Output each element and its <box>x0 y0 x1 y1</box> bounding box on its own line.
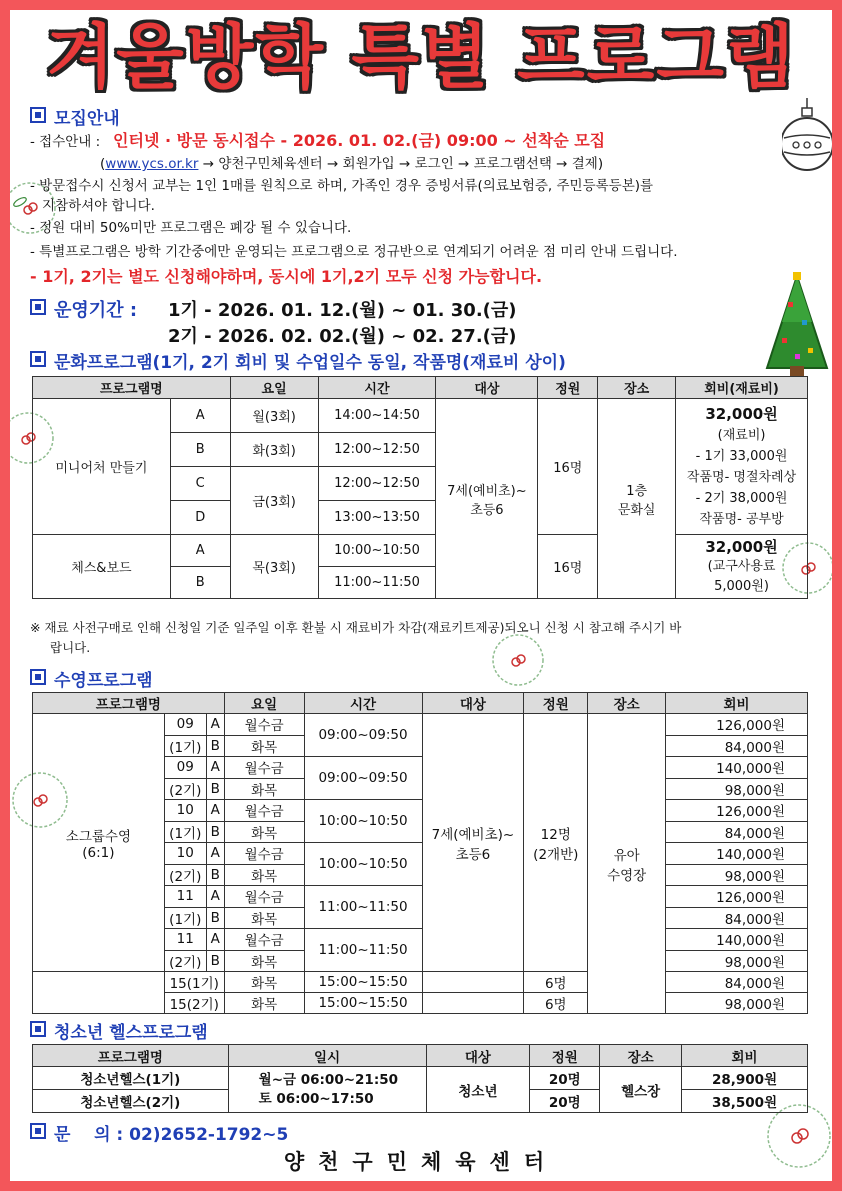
culture-heading <box>30 348 566 373</box>
christmas-tree-icon <box>762 272 832 382</box>
refund-note-line-1: ※ 재료 사전구매로 인해 신청일 기준 일주일 이후 환불 시 재료비가 차감(재료키트제공)되오니 신청 시 참고해 주시기 바 <box>30 620 682 635</box>
health-capacity-1: 20명 <box>530 1067 600 1090</box>
recruit-paren: ( <box>100 156 106 172</box>
class-day: 금(3회) <box>230 467 318 535</box>
fee-line: (재료비) <box>717 427 766 443</box>
culture-header-day: 요일 <box>230 377 318 399</box>
fee-main: 32,000원 <box>705 537 778 556</box>
swim-class-day: 화목 <box>224 907 304 929</box>
swim-class-code: B <box>206 907 224 929</box>
culture-capacity: 16명 <box>538 399 598 535</box>
period-term-2: 2기 - 2026. 02. 02.(월) ~ 02. 27.(금) <box>168 326 517 347</box>
swim-group-number: 10 <box>164 800 206 822</box>
health-program-2: 청소년헬스(2기) <box>33 1090 229 1113</box>
swim-group-term: (2기) <box>164 778 206 800</box>
fee-line: - 1기 33,000원 <box>695 448 788 464</box>
swim-fee: 140,000원 <box>666 843 808 865</box>
swim-program-15: 15(2기) <box>164 993 224 1014</box>
health-capacity-2: 20명 <box>530 1090 600 1113</box>
culture-program-chess: 체스&보드 <box>33 535 171 599</box>
swim-class-code: A <box>206 800 224 822</box>
square-bullet-icon <box>30 1021 46 1037</box>
swim-class-code: A <box>206 714 224 736</box>
swim-fee: 126,000원 <box>666 886 808 908</box>
health-header-time: 일시 <box>228 1045 426 1067</box>
place-line-1: 1층 <box>626 483 648 499</box>
swim-capacity-15: 6명 <box>524 993 588 1014</box>
swim-class-day: 화목 <box>224 821 304 843</box>
swim-target-line-2: 초등6 <box>455 846 491 863</box>
swim-header-day: 요일 <box>224 693 304 714</box>
recruit-line-3: - 방문접수시 신청서 교부는 1인 1매를 원칙으로 하며, 가족인 경우 증빙서류(의료보험증, 주민등록등본)를 <box>30 178 654 194</box>
swim-program-15: 15(1기) <box>164 972 224 993</box>
swim-class-code: B <box>206 821 224 843</box>
swim-class-day: 화목 <box>224 972 304 993</box>
culture-target <box>436 399 538 599</box>
fee-line: 작품명- 명절차례상 <box>686 469 797 485</box>
recruit-heading-text: 모집안내 <box>54 109 120 129</box>
fee-main: 32,000원 <box>705 404 778 423</box>
culture-heading-text: 문화프로그램(1기, 2기 회비 및 수업일수 동일, 작품명(재료비 상이) <box>54 353 566 373</box>
swim-target-empty <box>422 972 524 993</box>
culture-fee-2 <box>676 535 808 599</box>
culture-header-time: 시간 <box>318 377 436 399</box>
swim-class-day: 월수금 <box>224 800 304 822</box>
class-day: 목(3회) <box>230 535 318 599</box>
swim-class-code: B <box>206 778 224 800</box>
class-time: 12:00~12:50 <box>318 467 436 501</box>
swim-capacity-line-1: 12명 <box>540 826 571 843</box>
swim-header-capacity: 정원 <box>524 693 588 714</box>
swim-class-code: B <box>206 950 224 972</box>
culture-table <box>32 376 808 599</box>
swim-class-code: A <box>206 929 224 951</box>
fee-line: 5,000원) <box>714 578 769 594</box>
recruit-line-4: 지참하셔야 합니다. <box>42 198 155 214</box>
website-link[interactable]: www.ycs.or.kr <box>105 156 199 172</box>
refund-note <box>30 618 681 658</box>
page-title: 겨울방학 특별 프로그램 <box>46 16 796 98</box>
swim-class-day: 화목 <box>224 950 304 972</box>
class-time: 13:00~13:50 <box>318 501 436 535</box>
health-header-fee: 회비 <box>682 1045 808 1067</box>
recruit-prefix: - 접수안내 : <box>30 134 101 150</box>
swim-fee: 126,000원 <box>666 714 808 736</box>
culture-header-place: 장소 <box>598 377 676 399</box>
swim-group-number: 11 <box>164 929 206 951</box>
culture-header-fee: 회비(재료비) <box>676 377 808 399</box>
square-bullet-icon <box>30 669 46 685</box>
swim-class-time: 11:00~11:50 <box>304 929 422 972</box>
swim-capacity <box>524 714 588 972</box>
culture-header-target: 대상 <box>436 377 538 399</box>
swim-fee: 140,000원 <box>666 757 808 779</box>
swim-class-time: 15:00~15:50 <box>304 972 422 993</box>
culture-place <box>598 399 676 599</box>
swim-class-day: 화목 <box>224 778 304 800</box>
swim-class-code: A <box>206 843 224 865</box>
swim-fee: 84,000원 <box>666 821 808 843</box>
swim-header-fee: 회비 <box>666 693 808 714</box>
ornament-icon <box>782 98 832 178</box>
health-heading-text: 청소년 헬스프로그램 <box>54 1023 208 1043</box>
health-header-capacity: 정원 <box>530 1045 600 1067</box>
class-code: B <box>170 567 230 599</box>
swim-class-day: 월수금 <box>224 886 304 908</box>
health-target: 청소년 <box>426 1067 530 1113</box>
class-code: C <box>170 467 230 501</box>
swim-class-day: 화목 <box>224 864 304 886</box>
health-place: 헬스장 <box>600 1067 682 1113</box>
swim-class-code: A <box>206 757 224 779</box>
swim-class-day: 화목 <box>224 735 304 757</box>
class-code: D <box>170 501 230 535</box>
class-time: 12:00~12:50 <box>318 433 436 467</box>
recruit-steps: → 양천구민체육센터 → 회원가입 → 로그인 → 프로그램선택 → 결제) <box>198 156 604 172</box>
swim-header-place: 장소 <box>588 693 666 714</box>
poster-page <box>10 10 832 1181</box>
swim-program-name <box>33 714 165 972</box>
culture-header-capacity: 정원 <box>538 377 598 399</box>
swim-class-time: 09:00~09:50 <box>304 714 422 757</box>
class-day: 월(3회) <box>230 399 318 433</box>
swim-fee: 84,000원 <box>666 735 808 757</box>
health-time-weekday: 월~금 06:00~21:50 <box>258 1071 399 1088</box>
class-time: 10:00~10:50 <box>318 535 436 567</box>
period-heading <box>30 296 137 322</box>
swim-fee: 126,000원 <box>666 800 808 822</box>
class-time: 14:00~14:50 <box>318 399 436 433</box>
swim-class-time: 09:00~09:50 <box>304 757 422 800</box>
swim-class-day: 월수금 <box>224 714 304 736</box>
swim-target <box>422 714 524 972</box>
swim-class-day: 월수금 <box>224 757 304 779</box>
swim-target-empty <box>422 993 524 1014</box>
period-heading-text: 운영기간 : <box>54 300 138 321</box>
swim-fee: 84,000원 <box>666 972 808 993</box>
recruit-line-5: - 정원 대비 50%미만 프로그램은 폐강 될 수 있습니다. <box>30 220 352 236</box>
swim-class-time: 10:00~10:50 <box>304 800 422 843</box>
square-bullet-icon <box>30 351 46 367</box>
swim-group-number: 11 <box>164 886 206 908</box>
swim-group-term: (2기) <box>164 950 206 972</box>
swim-group-number: 09 <box>164 757 206 779</box>
swim-class-day: 월수금 <box>224 843 304 865</box>
swim-fee: 98,000원 <box>666 864 808 886</box>
square-bullet-icon <box>30 299 46 315</box>
health-time-saturday: 토 06:00~17:50 <box>258 1090 374 1107</box>
recruit-schedule: 인터넷 · 방문 동시접수 - 2026. 01. 02.(금) 09:00 ~ 선착순 모집 <box>113 131 606 150</box>
recruit-line-2 <box>100 152 603 172</box>
health-time <box>228 1067 426 1113</box>
class-time: 11:00~11:50 <box>318 567 436 599</box>
health-table <box>32 1044 808 1113</box>
swim-fee: 84,000원 <box>666 907 808 929</box>
swim-program-name-line-1: 소그룹수영 <box>65 828 131 845</box>
swim-fee: 140,000원 <box>666 929 808 951</box>
class-code: B <box>170 433 230 467</box>
square-bullet-icon <box>30 1123 46 1139</box>
swim-group-term: (2기) <box>164 864 206 886</box>
culture-program-miniature: 미니어처 만들기 <box>33 399 171 535</box>
swim-class-time: 11:00~11:50 <box>304 886 422 929</box>
place-line-2: 문화실 <box>617 502 656 518</box>
swim-group-number: 09 <box>164 714 206 736</box>
recruit-heading <box>30 104 120 129</box>
swim-group-term: (1기) <box>164 907 206 929</box>
swim-header-target: 대상 <box>422 693 524 714</box>
swim-capacity-line-2: (2개반) <box>533 846 579 863</box>
swim-class-code: B <box>206 735 224 757</box>
health-header-program: 프로그램명 <box>33 1045 229 1067</box>
class-code: A <box>170 535 230 567</box>
culture-header-program: 프로그램명 <box>33 377 231 399</box>
swim-group-term: (1기) <box>164 821 206 843</box>
period-term-1: 1기 - 2026. 01. 12.(월) ~ 01. 30.(금) <box>168 300 517 321</box>
swim-name-empty <box>33 972 165 1014</box>
fee-line: (교구사용료 <box>707 558 776 574</box>
health-heading <box>30 1018 208 1043</box>
swim-header-program: 프로그램명 <box>33 693 225 714</box>
swim-target-line-1: 7세(예비초)~ <box>431 826 515 843</box>
swim-class-time: 15:00~15:50 <box>304 993 422 1014</box>
swim-class-code: B <box>206 864 224 886</box>
swim-class-day: 화목 <box>224 993 304 1014</box>
class-code: A <box>170 399 230 433</box>
health-header-place: 장소 <box>600 1045 682 1067</box>
health-header-target: 대상 <box>426 1045 530 1067</box>
swim-place <box>588 714 666 1014</box>
recruit-line-6: - 특별프로그램은 방학 기간중에만 운영되는 프로그램으로 정규반으로 연계되기 어려운 점 미리 안내 드립니다. <box>30 244 678 260</box>
swim-group-term: (1기) <box>164 735 206 757</box>
health-fee-2: 38,500원 <box>682 1090 808 1113</box>
swim-table <box>32 692 808 1014</box>
swim-fee: 98,000원 <box>666 950 808 972</box>
swim-fee: 98,000원 <box>666 993 808 1014</box>
swim-class-time: 10:00~10:50 <box>304 843 422 886</box>
contact-line <box>30 1120 288 1145</box>
swim-group-number: 10 <box>164 843 206 865</box>
swim-fee: 98,000원 <box>666 778 808 800</box>
swim-header-time: 시간 <box>304 693 422 714</box>
swim-place-line-2: 수영장 <box>607 867 647 884</box>
refund-note-line-2: 랍니다. <box>50 640 91 655</box>
swim-class-code: A <box>206 886 224 908</box>
health-program-1: 청소년헬스(1기) <box>33 1067 229 1090</box>
swim-program-name-line-2: (6:1) <box>82 844 115 861</box>
contact-phone: 문 의 : 02)2652-1792~5 <box>54 1125 289 1145</box>
class-day: 화(3회) <box>230 433 318 467</box>
swim-class-day: 월수금 <box>224 929 304 951</box>
swim-heading <box>30 666 153 691</box>
recruit-line-7: - 1기, 2기는 별도 신청해야하며, 동시에 1기,2기 모두 신청 가능합니다. <box>30 267 543 286</box>
recruit-line-1 <box>30 128 605 151</box>
footer-organization: 양천구민체육센터 <box>283 1150 559 1174</box>
square-bullet-icon <box>30 107 46 123</box>
fee-line: - 2기 38,000원 <box>695 490 788 506</box>
target-line-1: 7세(예비초)~ <box>447 483 527 499</box>
health-fee-1: 28,900원 <box>682 1067 808 1090</box>
target-line-2: 초등6 <box>470 502 504 518</box>
swim-place-line-1: 유아 <box>613 847 640 864</box>
swim-capacity-15: 6명 <box>524 972 588 993</box>
fee-line: 작품명- 공부방 <box>699 511 784 527</box>
culture-capacity: 16명 <box>538 535 598 599</box>
swim-heading-text: 수영프로그램 <box>54 671 153 691</box>
culture-fee <box>676 399 808 535</box>
